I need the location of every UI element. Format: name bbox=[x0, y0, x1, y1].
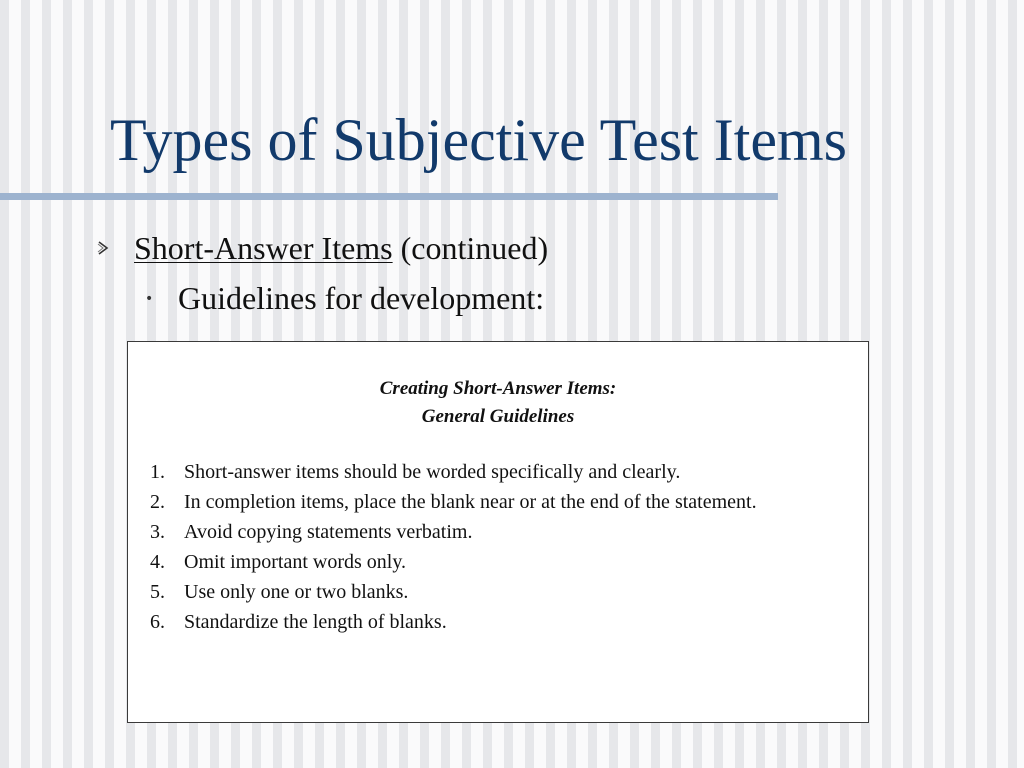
chevron-right-icon bbox=[97, 228, 113, 268]
guidelines-box bbox=[127, 341, 869, 723]
list-item bbox=[150, 607, 824, 637]
sub-bullet-dot: • bbox=[145, 291, 154, 307]
list-item bbox=[150, 547, 824, 577]
list-item bbox=[150, 457, 824, 487]
list-item-text: Omit important words only. bbox=[184, 551, 407, 573]
list-item-text: Standardize the length of blanks. bbox=[184, 611, 447, 633]
sub-bullet-text: Guidelines for development: bbox=[178, 280, 545, 316]
box-heading-line1: Creating Short-Answer Items: bbox=[379, 378, 617, 399]
list-item-number: 2. bbox=[150, 491, 165, 513]
list-item bbox=[150, 487, 824, 517]
box-heading-line2: General Guidelines bbox=[421, 406, 575, 427]
list-item-number: 3. bbox=[150, 521, 165, 543]
list-item bbox=[150, 517, 824, 547]
list-item-number: 5. bbox=[150, 581, 165, 603]
list-item-number: 6. bbox=[150, 611, 165, 633]
guidelines-list bbox=[150, 457, 824, 637]
list-item-number: 1. bbox=[150, 461, 165, 483]
list-item-number: 4. bbox=[150, 551, 165, 573]
bullet-underlined-text: Short-Answer Items bbox=[134, 230, 393, 266]
list-item-text: Avoid copying statements verbatim. bbox=[184, 521, 473, 543]
slide-title: Types of Subjective Test Items bbox=[110, 107, 848, 173]
box-heading bbox=[128, 375, 868, 431]
list-item-text: Use only one or two blanks. bbox=[184, 581, 409, 603]
list-item-text: In completion items, place the blank near or at the end of the statement. bbox=[184, 491, 757, 513]
bullet-text bbox=[134, 228, 548, 268]
list-item-text: Short-answer items should be worded specifically and clearly. bbox=[184, 461, 681, 483]
list-item bbox=[150, 577, 824, 607]
bullet-rest-text: (continued) bbox=[392, 230, 549, 266]
title-divider bbox=[0, 193, 778, 200]
